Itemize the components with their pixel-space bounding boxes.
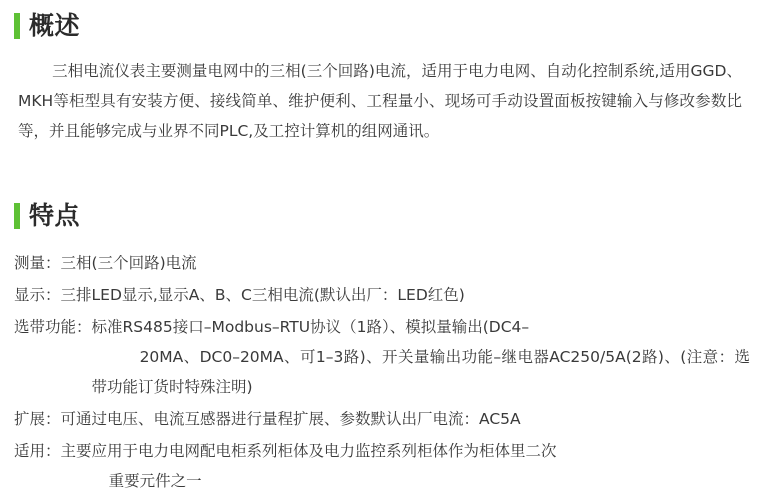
feature-value [92,312,750,402]
feature-value [61,436,750,496]
features-heading-text: 特点 [29,201,81,230]
feature-value-continuation: 重要元件之一 [108,472,202,490]
list-item [14,280,750,310]
feature-label: 测量： [14,254,61,272]
list-item [14,436,750,496]
overview-heading-text: 概述 [29,11,81,40]
feature-label: 显示： [14,286,61,304]
feature-label: 适用： [14,442,61,460]
feature-label: 选带功能： [14,318,92,336]
feature-value [61,404,750,434]
feature-value [61,248,750,278]
feature-value [61,280,750,310]
list-item [14,248,750,278]
overview-paragraph [14,56,750,146]
feature-value-text: 标准RS485接口–Modbus–RTU协议（1路）、模拟量输出(DC4– [91,318,530,336]
feature-label: 扩展： [14,410,61,428]
overview-heading [14,12,750,40]
features-list [14,248,750,496]
feature-value-continuation: 20MA、DC0–20MA、可1–3路)、开关量输出功能–继电器AC250/5A(2路)、(注意：选带功能订货时特殊注明) [91,348,750,396]
heading-accent-bar [14,13,20,39]
list-item [14,404,750,434]
overview-paragraph-text: 三相电流仪表主要测量电网中的三相(三个回路)电流，适用于电力电网、自动化控制系统,适用GGD、MKH等柜型具有安装方便、接线简单、维护便利、工程量小、现场可手动设置面板按键输入与修改参数比等，并且能够完成与业界不同PLC,及工控计算机的组网通讯。 [18,62,742,140]
feature-value-text: 主要应用于电力电网配电柜系列柜体及电力监控系列柜体作为柜体里二次 [60,442,557,460]
heading-accent-bar [14,203,20,229]
feature-value-text: 三相(三个回路)电流 [60,254,197,272]
feature-value-text: 三排LED显示,显示A、B、C三相电流(默认出厂：LED红色) [60,286,465,304]
features-heading [14,202,750,230]
list-item [14,312,750,402]
feature-value-text: 可通过电压、电流互感器进行量程扩展、参数默认出厂电流：AC5A [60,410,521,428]
